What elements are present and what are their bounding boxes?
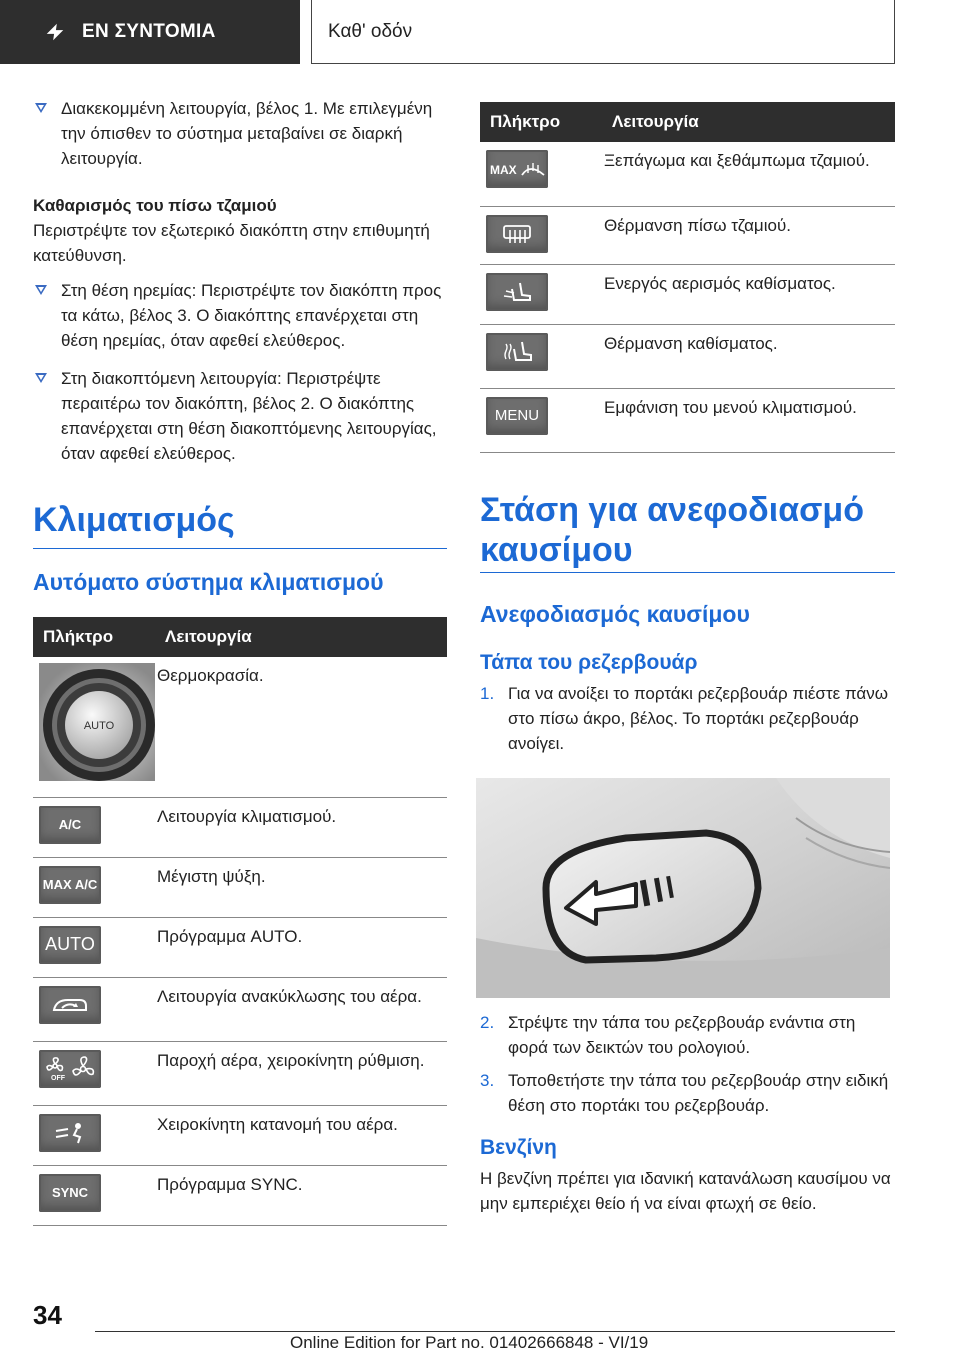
function-cell: Πρόγραμμα AUTO. [155, 917, 447, 977]
table-row [33, 797, 447, 857]
chapter-tab[interactable] [311, 0, 895, 64]
svg-text:MAX: MAX [490, 163, 517, 177]
chapter-label: Καθ' οδόν [328, 20, 413, 42]
footer-divider [95, 1331, 895, 1332]
function-cell: Θερμοκρασία. [155, 657, 447, 797]
seat-heating-icon [500, 339, 534, 365]
bullet-triangle-icon [35, 373, 47, 383]
table-header-key: Πλήκτρο [480, 102, 602, 142]
petrol-text: Η βενζίνη πρέπει για ιδανική κατανάλωση καυσίμου να μην εμπεριέχει θείο ή να είναι φτωχή σε θείο. [480, 1168, 891, 1213]
function-cell: Θέρμανση καθίσματος. [602, 324, 895, 388]
table-row [33, 857, 447, 917]
shortcut-arrow-icon [44, 21, 66, 43]
function-cell: Χειροκίνητη κατανομή του αέρα. [155, 1105, 447, 1165]
ac-button[interactable]: A/C [39, 806, 101, 844]
knob-label: AUTO [83, 720, 115, 732]
recirculation-icon [50, 994, 90, 1016]
refueling-heading: Ανεφοδιασμός καυσίμου [480, 600, 750, 627]
page-number: 34 [33, 1300, 62, 1330]
temperature-knob-image[interactable] [39, 663, 155, 781]
svg-text:OFF: OFF [51, 1074, 65, 1082]
function-cell: Ενεργός αερισμός καθίσματος. [602, 264, 895, 324]
fan-button[interactable] [39, 1050, 101, 1088]
climate-keys-table [33, 617, 447, 1226]
petrol-heading: Βενζίνη [480, 1135, 557, 1159]
table-header-function: Λειτουργία [155, 617, 447, 657]
left-column [33, 96, 447, 1226]
auto-button[interactable]: AUTO [39, 926, 101, 964]
table-row [33, 1041, 447, 1105]
step-2: 2. Στρέψτε την τάπα του ρεζερβουάρ ενάντια στη φορά των δεικτών του ρολογιού. [480, 1012, 856, 1057]
climate-keys-table-continued [480, 102, 895, 453]
table-header-function: Λειτουργία [602, 102, 895, 142]
table-row [480, 324, 895, 388]
table-row [480, 142, 895, 206]
seat-heating-button[interactable] [486, 333, 548, 371]
function-cell: Πρόγραμμα SYNC. [155, 1165, 447, 1225]
function-cell: Θέρμανση πίσω τζαμιού. [602, 206, 895, 264]
rear-wiper-heading: Καθαρισμός του πίσω τζαμιού [33, 196, 277, 215]
intro-bullet: Διακεκομμένη λειτουργία, βέλος 1. Με επιλεγμένη την όπισθεν το σύστημα μεταβαίνει σε διαρκή λειτουργία. [33, 96, 447, 171]
auto-climate-heading: Αυτόματο σύστημα κλιματισμού [33, 569, 384, 595]
air-distribution-button[interactable] [39, 1114, 101, 1152]
bullet-rest-position: Στη θέση ηρεμίας: Περιστρέψτε τον διακόπτη προς τα κάτω, βέλος 3. Ο διακόπτης επανέρχεται στη θέση ηρεμίας, όταν αφεθεί ελεύθερος. [33, 278, 447, 353]
bullet-triangle-icon [35, 285, 47, 295]
sync-button[interactable]: SYNC [39, 1174, 101, 1212]
menu-button[interactable] [486, 397, 548, 435]
rear-window-heating-button[interactable] [486, 215, 548, 253]
right-column [480, 102, 895, 1216]
rear-window-heating-icon [500, 222, 534, 246]
function-cell: Εμφάνιση του μενού κλιματισμού. [602, 388, 895, 452]
table-row [33, 977, 447, 1041]
function-cell: Λειτουργία κλιματισμού. [155, 797, 447, 857]
section-tab[interactable] [0, 0, 300, 64]
function-cell: Λειτουργία ανακύκλωσης του αέρα. [155, 977, 447, 1041]
climate-heading: Κλιματισμός [33, 500, 447, 549]
table-row [33, 1165, 447, 1225]
step-1: 1. Για να ανοίξει το πορτάκι ρεζερβουάρ πιέστε πάνω στο πίσω άκρο, βέλος. Το πορτάκι ρεζερβουάρ ανοίγει. [480, 683, 889, 753]
table-row [33, 1105, 447, 1165]
function-cell: Μέγιστη ψύξη. [155, 857, 447, 917]
refuel-heading: Στάση για ανεφοδιασμό καυσίμου [480, 490, 895, 573]
menu-icon: MENU [494, 407, 540, 424]
fuel-cap-heading: Τάπα του ρεζερβουάρ [480, 650, 698, 674]
max-ac-button[interactable]: MAX A/C [39, 866, 101, 904]
table-row [33, 917, 447, 977]
rear-wiper-text: Περιστρέψτε τον εξωτερικό διακόπτη στην επιθυμητή κατεύθυνση. [33, 221, 430, 265]
bullet-intermittent: Στη διακοπτόμενη λειτουργία: Περιστρέψτε περαιτέρω τον διακόπτη, βέλος 2. Ο διακόπτης επανέρχεται στη θέση διακοπτόμενης λειτουργίας, όταν αφεθεί ελεύθερος. [33, 366, 447, 466]
air-distribution-icon [50, 1121, 90, 1145]
recirculation-button[interactable] [39, 986, 101, 1024]
max-defrost-icon [488, 157, 546, 181]
function-cell: Ξεπάγωμα και ξεθάμπωμα τζαμιού. [602, 142, 895, 206]
function-cell: Παροχή αέρα, χειροκίνητη ρύθμιση. [155, 1041, 447, 1105]
section-label: ΕΝ ΣΥΝΤΟΜΙΑ [82, 21, 216, 42]
seat-ventilation-button[interactable] [486, 273, 548, 311]
max-defrost-button[interactable] [486, 150, 548, 188]
table-header-key: Πλήκτρο [33, 617, 155, 657]
bullet-triangle-icon [35, 103, 47, 113]
seat-ventilation-icon [500, 279, 534, 305]
table-row [480, 264, 895, 324]
step-3: 3. Τοποθετήστε την τάπα του ρεζερβουάρ στην ειδική θέση στο πορτάκι του ρεζερβουάρ. [480, 1070, 889, 1115]
table-row [33, 657, 447, 797]
fuel-filler-flap-image [476, 778, 890, 998]
fan-icon [41, 1054, 99, 1084]
table-row [480, 206, 895, 264]
table-row [480, 388, 895, 452]
edition-text: Online Edition for Part no. 01402666848 - VI/19 [290, 1333, 649, 1352]
